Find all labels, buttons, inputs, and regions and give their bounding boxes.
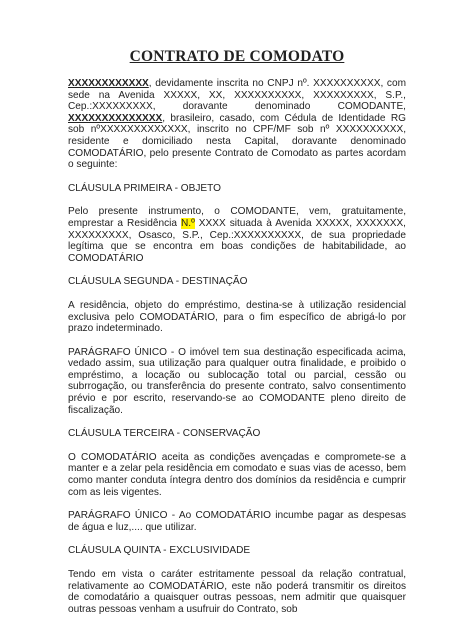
clause3-sole-paragraph: PARÁGRAFO ÚNICO - Ao COMODATÁRIO incumbe pagar as despesas de água e luz,.... que utilizar. bbox=[68, 510, 406, 533]
clause5-heading: CLÁUSULA QUINTA - EXCLUSIVIDADE bbox=[68, 545, 251, 557]
preamble-paragraph bbox=[68, 78, 406, 171]
preamble-text-1: , devidamente inscrita no CNPJ nº. XXXXXXXXXX, com sede na Avenida XXXXX, XX, XXXXXXXXXX, XXXXXXXXX, S.P., Cep.:XXXXXXXXX, doravante denominado COMODANTE, bbox=[68, 78, 406, 113]
clause1-text-before: Pelo presente instrumento, o COMODANTE, vem, gratuitamente, emprestar a Residência bbox=[68, 206, 406, 229]
clause1-text-after: XXXX situada à Avenida XXXXX, XXXXXXX, XXXXXXXXX, Osasco, S.P., Cep.:XXXXXXXXXX, de sua propriedade legítima que se encontra em boas condições de habitabilidade, ao COMODATÁRIO bbox=[68, 217, 406, 264]
clause2-paragraph: A residência, objeto do empréstimo, destina-se à utilização residencial exclusiva pelo COMODATÁRIO, para o fim específico de abrigá-lo por prazo indeterminado. bbox=[68, 299, 406, 335]
clause2-heading: CLÁUSULA SEGUNDA - DESTINAÇÃO bbox=[68, 276, 248, 288]
clause2-sole-paragraph: PARÁGRAFO ÚNICO - O imóvel tem sua destinação especificada acima, vedado assim, sua utilização para qualquer outra finalidade, e proibido o empréstimo, a locação ou sublocação total ou parcial, cessão ou subrrogação, ou transferência do presente contrato, salvo consentimento prévio e por escrito, reservando-se ao COMODANTE pleno direito de fiscalização. bbox=[68, 346, 406, 416]
clause3-paragraph: O COMODATÁRIO aceita as condições avençadas e compromete-se a manter e a zelar pela residência em comodato e suas vias de acesso, bem como manter conduta íntegra dentro dos domínios da residência e cumprir com as leis vigentes. bbox=[68, 451, 406, 498]
clause1-highlight: N.º bbox=[180, 217, 195, 229]
clause3-heading: CLÁUSULA TERCEIRA - CONSERVAÇÃO bbox=[68, 428, 261, 440]
clause1-heading: CLÁUSULA PRIMEIRA - OBJETO bbox=[68, 182, 221, 194]
party2-name: XXXXXXXXXXXXXX bbox=[68, 112, 163, 124]
document-title: CONTRATO DE COMODATO bbox=[129, 48, 345, 65]
party1-name: XXXXXXXXXXXX bbox=[68, 78, 149, 89]
clause1-paragraph bbox=[68, 206, 406, 264]
clause5-paragraph: Tendo em vista o caráter estritamente pessoal da relação contratual, relativamente ao COMODATÁRIO, este não poderá transmitir os direitos de comodatário a quaisquer outras pessoas, nem admitir que quaisquer outras pessoas venham a usufruir do Contrato, sob bbox=[68, 569, 406, 615]
preamble-text-2: , brasileiro, casado, com Cédula de Identidade RG sob nºXXXXXXXXXXXXX, inscrito no CPF/MF sob nº XXXXXXXXXX, residente e domiciliado nesta Capital, doravante denominado COMODATÁRIO, pelo presente Contrato de Comodato as partes acordam o seguinte: bbox=[68, 112, 406, 171]
